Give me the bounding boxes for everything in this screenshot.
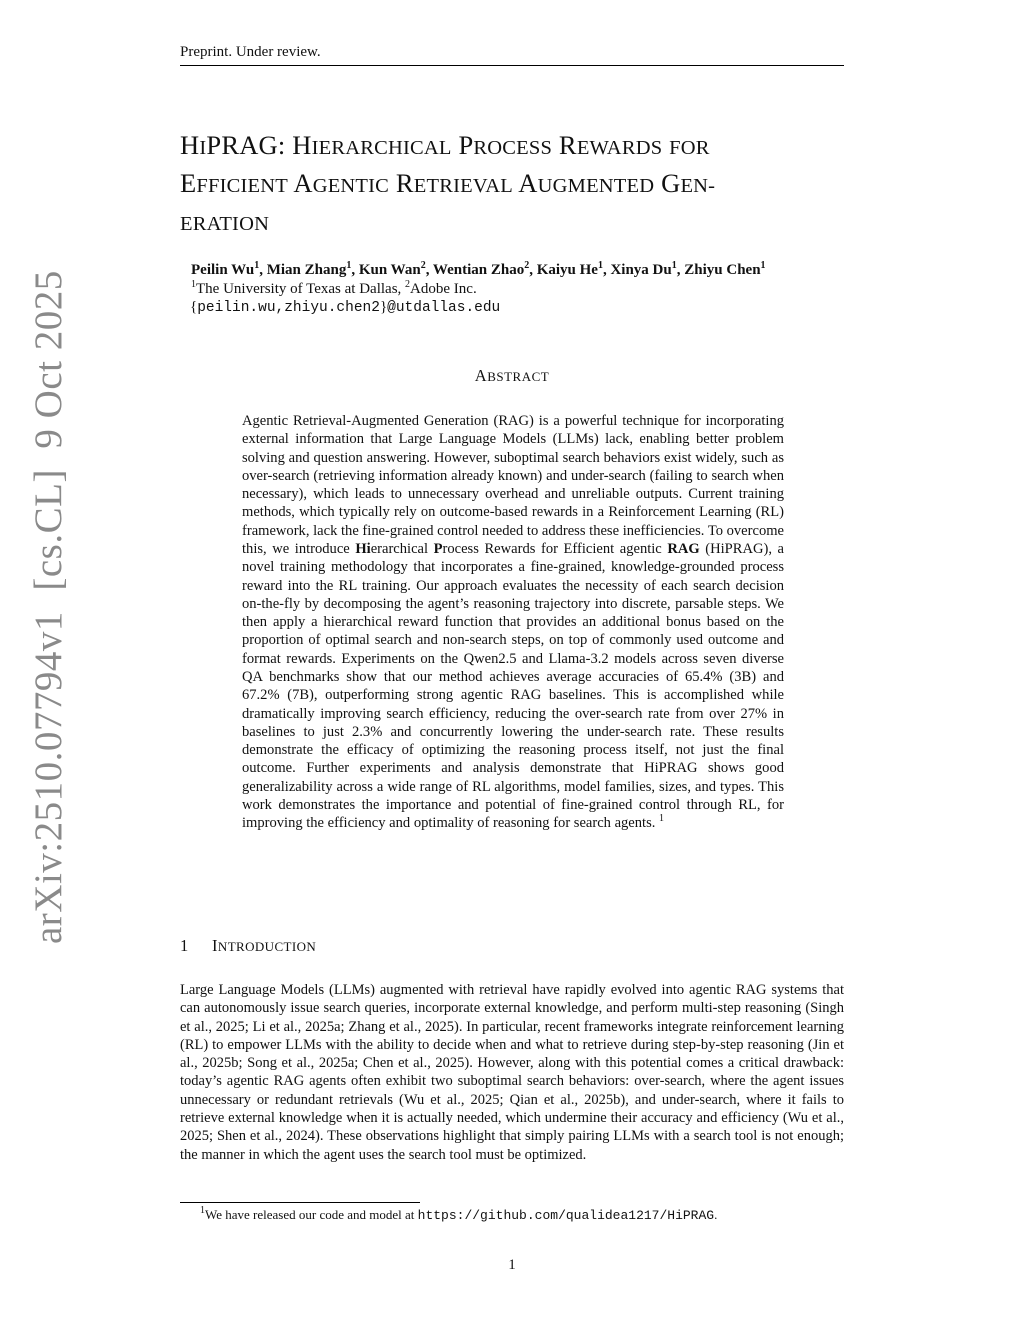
abstract-text: Agentic Retrieval-Augmented Generation (RAG) is a powerful technique for incorporating external information that Large Language Models (LLMs) lack, enabling better problem solving and question answering. However, suboptimal search behaviors exist widely, such as over-search (retrieving information already known) and under-search (failing to search when necessary), which leads to unnecessary overhead and unreliable outputs. Current training methods, which typically rely on outcome-based rewards in a Reinforcement Learning (RL) framework, lack the fine-grained control needed to address these inefficiencies. To overcome this, we introduce Hierarchical Process Rewards for Efficient agentic RAG (HiPRAG), a novel training methodology that incorporates a fine-grained, knowledge-grounded process reward into the RL training. Our approach evaluates the necessity of each search decision on-the-fly by decomposing the agent’s reasoning trajectory into discrete, parsable steps. We then apply a hierarchical reward function that provides an additional bonus based on the proportion of optimal search and non-search steps, on top of commonly used outcome and format rewards. Experiments on the Qwen2.5 and Llama-3.2 models across seven diverse QA benchmarks show that our method achieves average accuracies of 65.4% (3B) and 67.2% (7B), outperforming strong agentic RAG baselines. This is accomplished while dramatically improving search efficiency, reducing the over-search rate from over 27% in baselines to just 2.3% and concurrently lowering the under-search rate. These results demonstrate the efficacy of optimizing the reasoning process itself, not just the final outcome. Further experiments and analysis demonstrate that HiPRAG shows good generalizability across a wide range of RL algorithms, model families, sizes, and types. This work demonstrates the importance and potential of fine-grained control through RL, for improving the efficiency and optimality of reasoning for search agents. $^1$ <box>242 413 785 832</box>
github-link[interactable]: https://github.com/qualidea1217/HiPRAG <box>417 1208 715 1223</box>
arxiv-identifier: arXiv:2510.07794v1 [cs.CL] 9 Oct 2025 <box>27 270 70 944</box>
author-name: Kaiyu He <box>536 262 598 278</box>
author-name: Xinya Du <box>610 262 672 278</box>
author-name: Zhiyu Chen <box>684 262 761 278</box>
affiliations: $^1$The University of Texas at Dallas, $^2$Adobe Inc. <box>191 279 477 297</box>
page-number: 1 <box>508 1257 516 1273</box>
introduction-paragraph: Large Language Models (LLMs) augmented with retrieval have rapidly evolved into agentic RAG systems that can autonomously issue search queries, incorporate external knowledge, and perform multi-step reasoning (Singh et al., 2025; Li et al., 2025a; Zhang et al., 2025). In particular, recent frameworks integrate reinforcement learning (RL) to empower LLMs with the ability to decide when and what to retrieve during step-by-step reasoning (Jin et al., 2025b; Song et al., 2025a; Chen et al., 2025). However, along with this potential comes a critical drawback: today’s agentic RAG agents often exhibit two suboptimal search behaviors: over-search, where the agent issues unnecessary or redundant retrievals (Wu et al., 2025; Qian et al., 2025b), and under-search, where it fails to retrieve external knowledge when it is actually needed, which undermine their accuracy and efficiency (Wu et al., 2025; Shen et al., 2024). These observations highlight that simply pairing LLMs with a search tool is not enough; the manner in which the agent uses the search tool must be optimized. <box>180 982 844 1163</box>
footnote-marker[interactable]: 1 <box>659 813 665 825</box>
abstract-heading: ABSTRACT <box>474 366 550 385</box>
contact-email: {peilin.wu,zhiyu.chen2}@utdallas.edu <box>190 299 501 316</box>
footnote: $^1$We have released our code and model at https://github.com/qualidea1217/HiPRAG. <box>200 1205 718 1223</box>
paper-title: HIPRAG: HIERARCHICAL PROCESS REWARDS FOR EFFICIENT AGENTIC RETRIEVAL AUGMENTED GEN- ERATION <box>180 130 716 235</box>
header-rule <box>180 65 844 66</box>
author-name: Mian Zhang <box>266 262 347 278</box>
author-list: Peilin Wu$^1$, Mian Zhang$^1$, Kun Wan$^2$, Wentian Zhao$^2$, Kaiyu He$^1$, Xinya Du$^1$, Zhiyu Chen$^1$ <box>191 260 766 278</box>
author-name: Kun Wan <box>358 262 421 278</box>
author-name: Wentian Zhao <box>432 262 525 278</box>
footnote-rule <box>180 1202 420 1203</box>
running-header: Preprint. Under review. <box>180 44 321 60</box>
section-heading-introduction: 1 INTRODUCTION <box>180 936 317 955</box>
author-name: Peilin Wu <box>191 262 255 278</box>
